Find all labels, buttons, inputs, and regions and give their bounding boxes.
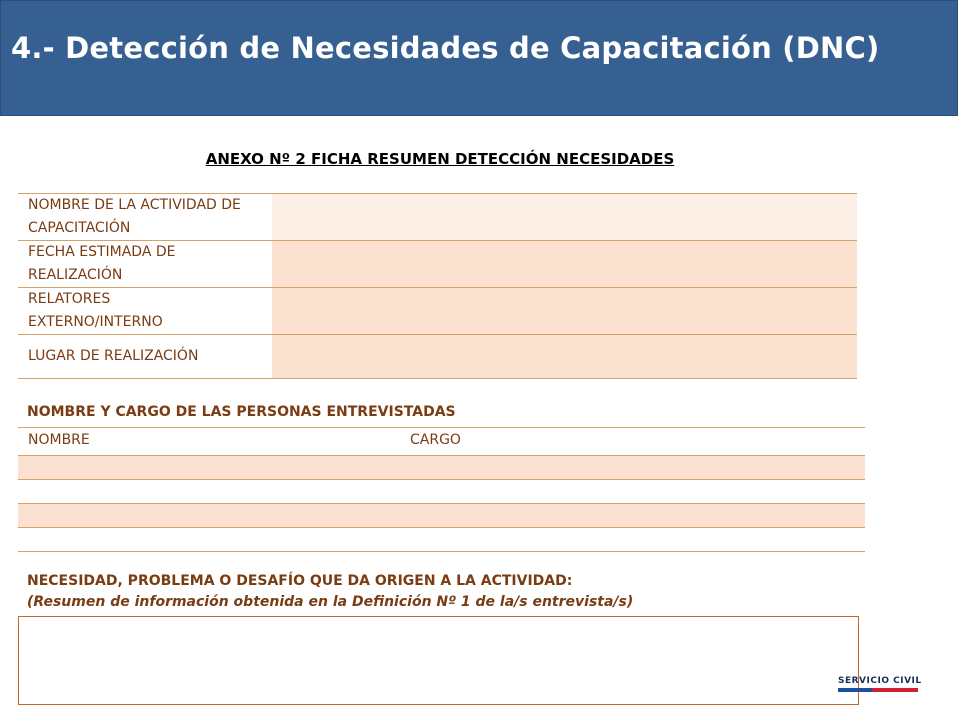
- servicio-civil-logo: [838, 676, 920, 700]
- col-role-header: CARGO: [410, 432, 461, 448]
- logo-text: SERVICIO CIVIL: [838, 676, 922, 686]
- interviewed-row[interactable]: [18, 528, 865, 552]
- speakers-field[interactable]: [272, 288, 857, 335]
- summary-label: [18, 241, 272, 288]
- label-line: RELATORES: [28, 291, 111, 307]
- summary-table: [18, 193, 857, 379]
- location-field[interactable]: [272, 335, 857, 379]
- summary-label: [18, 194, 272, 241]
- interviewed-row[interactable]: [18, 456, 865, 480]
- summary-row-speakers: [18, 288, 857, 335]
- label-line: FECHA ESTIMADA DE: [28, 244, 176, 260]
- interviewed-row[interactable]: [18, 504, 865, 528]
- slide-title: 4.- Detección de Necesidades de Capacitación (DNC): [11, 31, 880, 65]
- interviewed-table: [18, 427, 865, 552]
- summary-row-activity-name: [18, 194, 857, 241]
- logo-flag-bar: [838, 688, 918, 692]
- summary-row-estimated-date: [18, 241, 857, 288]
- need-heading: NECESIDAD, PROBLEMA O DESAFÍO QUE DA ORIGEN A LA ACTIVIDAD:: [27, 573, 573, 589]
- label-line: EXTERNO/INTERNO: [28, 314, 163, 330]
- activity-name-field[interactable]: [272, 194, 857, 241]
- logo-bar-blue: [838, 688, 872, 692]
- label-line: REALIZACIÓN: [28, 267, 123, 283]
- interviewed-heading: NOMBRE Y CARGO DE LAS PERSONAS ENTREVISTADAS: [27, 404, 456, 420]
- summary-label: [18, 288, 272, 335]
- interviewed-row[interactable]: [18, 480, 865, 504]
- annex-title: ANEXO Nº 2 FICHA RESUMEN DETECCIÓN NECESIDADES: [205, 150, 675, 168]
- interviewed-header-row: [18, 427, 865, 456]
- summary-row-location: [18, 335, 857, 379]
- logo-bar-red: [872, 688, 918, 692]
- need-text-area[interactable]: [18, 616, 859, 705]
- col-name-header: NOMBRE: [28, 432, 90, 448]
- slide-header: [0, 0, 958, 116]
- summary-label: [18, 335, 272, 379]
- label-line: LUGAR DE REALIZACIÓN: [28, 348, 199, 364]
- label-line: NOMBRE DE LA ACTIVIDAD DE: [28, 197, 241, 213]
- need-subheading: (Resumen de información obtenida en la Definición Nº 1 de la/s entrevista/s): [27, 594, 634, 610]
- estimated-date-field[interactable]: [272, 241, 857, 288]
- label-line: CAPACITACIÓN: [28, 220, 131, 236]
